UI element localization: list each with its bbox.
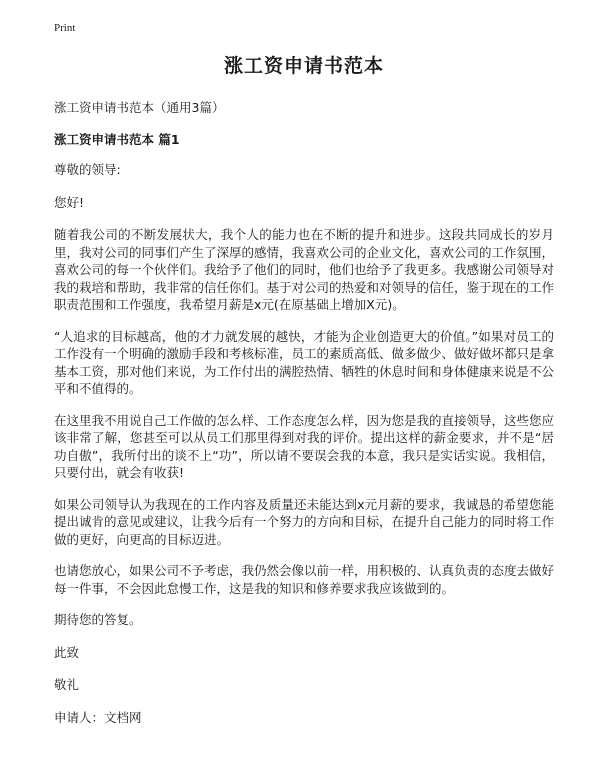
print-label[interactable]: Print (54, 22, 76, 34)
closing-wish: 期待您的答复。 (54, 612, 142, 627)
closing-line-2: 敬礼 (54, 677, 80, 692)
document-title: 涨工资申请书范本 (223, 55, 384, 77)
body-paragraph-5: 也请您放心，如果公司不予考虑，我仍然会像以前一样，用积极的、认真负责的态度去做好每一件事，不会因此怠慢工作，这是我的知识和修养要求我应该做到的。 (54, 563, 555, 596)
salutation: 尊敬的领导: (54, 162, 121, 177)
applicant-signature: 申请人：文档网 (54, 709, 142, 725)
closing-line-1: 此致 (54, 644, 80, 660)
body-paragraph-1: 随着我公司的不断发展状大，我个人的能力也在不断的提升和进步。这段共同成长的岁月里，我对公司的同事们产生了深厚的感情，我喜欢公司的企业文化，喜欢公司的工作氛围，喜欢公司的每一个伙伴们。我给予了他们的同时，他们也给予了我更多。我感谢公司领导对我的栽培和帮助，我非常的信任你们。基于对公司的热爱和对领导的信任，鉴于现在的工作职责范围和工作强度，我希望月薪是x元(在原基础上增加X元)。 (54, 227, 555, 312)
body-paragraph-4: 如果公司领导认为我现在的工作内容及质量还未能达到x元月薪的要求，我诚恳的希望您能提出诚肯的意见或建议，让我今后有一个努力的方向和目标，在提升自己能力的同时将工作做的更好，向更高的目标迈进。 (54, 496, 555, 547)
document-subtitle: 涨工资申请书范本（通用3篇） (54, 100, 225, 115)
document-page (54, 52, 554, 741)
body-paragraph-3: 在这里我不用说自己工作做的怎么样、工作态度怎么样，因为您是我的直接领导，这些您应该非常了解，您甚至可以从员工们那里得到对我的评价。提出这样的薪金要求，并不是“居功自傲”，我所付出的谈不上“功”，所以请不要误会我的本意，我只是实话实说。我相信，只要付出，就会有收获! (54, 412, 555, 480)
greeting: 您好! (54, 194, 85, 210)
body-paragraph-2: “人追求的目标越高，他的才力就发展的越快，才能为企业创造更大的价值。”如果对员工的工作没有一个明确的激励手段和考核标准，员工的素质高低、做多做少、做好做坏都只是拿基本工资，那对他们来说，为工作付出的满腔热情、牺牲的休息时间和身体健康来说是不公平和不值得的。 (54, 328, 555, 396)
section-heading: 涨工资申请书范本 篇1 (54, 132, 180, 147)
